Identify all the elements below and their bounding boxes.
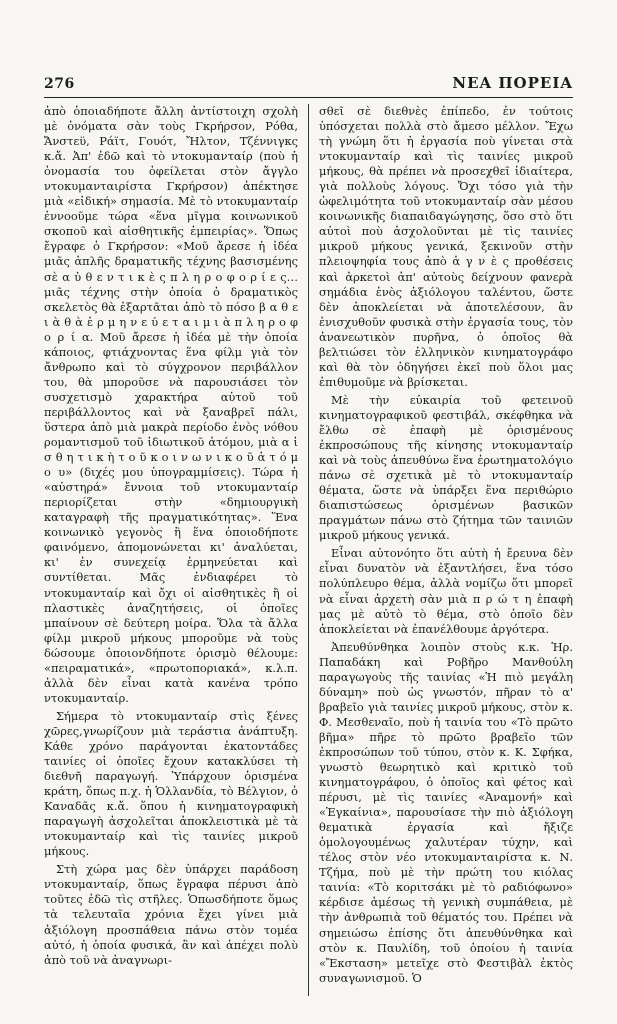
- left-column: [44, 104, 309, 996]
- page-number: 276: [44, 76, 75, 92]
- paragraph: Ἀπευθύνθηκα λοιπὸν στοὺς κ.κ. Ἡρ. Παπαδάκη καὶ Ροβῆρο Μανθούλη παραγωγοὺς τῆς ταινίας «Ἡ πιὸ μεγάλη δύναμη» ποὺ ὡς γνωστόν, πῆραν τὸ α' βραβεῖο γιὰ ταινίες μικροῦ μήκους, στὸν κ. Φ. Μεσθεναῖο, ποὺ ἡ ταινία του «Τὸ πρῶτο βῆμα» πῆρε τὸ πρῶτο βραβεῖο τῶν ἐκπροσώπων τοῦ τύπου, στὸν κ. Κ. Σφήκα, γνωστὸ θεωρητικὸ καὶ κριτικὸ τοῦ κινηματογράφου, ὁ ὁποῖος καὶ φέτος καὶ πέρυσι, μὲ τὶς ταινίες «Ἀναμονή» καὶ «Ἐγκαίνια», παρουσίασε τὴν πιὸ ἀξιόλογη θεματικὰ ἐργασία καὶ ἤξιζε ὁμολογουμένως χαλυτέραν τύχην, καὶ τέλος στὸν νέο ντοκυμανταιρίστα κ. Ν. Τζήμα, ποὺ μὲ τὴν πρώτη του κιόλας ταινία: «Τὸ κοριτσάκι μὲ τὸ ραδιόφωνο» κέρδισε ἀμέσως τὴ γενικὴ συμπάθεια, μὲ τὴν ἀνθρωπιὰ τοῦ θέματός του. Πρέπει νὰ σημειώσω ἐπίσης ὅτι ἀπευθύνθηκα καὶ στὸν κ. Παυλίδη, τοῦ ὁποίου ἡ ταινία «Ἔκσταση» μετεῖχε στὸ Φεστιβὰλ ἐκτὸς συναγωνισμοῦ. Ὁ: [319, 639, 573, 985]
- paragraph: Στὴ χώρα μας δὲν ὑπάρχει παράδοση ντοκυμανταίρ, ὅπως ἔγραφα πέρυσι ἀπὸ τοῦτες ἐδῶ τὶς στῆλες. Ὁπωσδήποτε ὅμως τὰ τελευταῖα χρόνια ἔχει γίνει μιὰ ἀξιόλογη προσπάθεια πάνω στὸν τομέα αὐτό, ἡ ὁποία φυσικά, ἂν καὶ ἀπέχει πολὺ ἀπὸ τοῦ νὰ ἀναγνωρι-: [44, 862, 298, 967]
- paragraph: Εἶναι αὐτονόητο ὅτι αὐτὴ ἡ ἔρευνα δὲν εἶναι δυνατὸν νὰ ἐξαντλήσει, ἕνα τόσο πολύπλευρο θέμα, ἀλλὰ νομίζω ὅτι μπορεῖ νὰ εἶναι ἀρχετὴ σὰν μιὰ π ρ ώ τ η ἐπαφὴ μας μὲ αὐτὸ τὸ θέμα, στὸ ὁποῖο δὲν ἀποκλείεται νὰ ἐπανέλθουμε ἀργότερα.: [319, 546, 573, 636]
- paragraph: ἀπὸ ὁποιαδήποτε ἄλλη ἀντίστοιχη σχολὴ μὲ ὀνόματα σὰν τοὺς Γκρήρσον, Ρόθα, Ἄνστεϋ, Ράϊτ, Γουότ, Ἤλτον, Τζέννιγκς κ.ἄ. Ἀπ' ἐδῶ καὶ τὸ ντοκυμανταίρ (ποὺ ἡ ὀνομασία του ὀφείλεται στὸν ἄγγλο ντοκυμανταιρίστα Γκρήρσον) ἀπέκτησε μιὰ «εἰδική» σημασία. Μὲ τὸ ντοκυμανταίρ ἐννοοῦμε τώρα «ἕνα μῖγμα κοινωνικοῦ σκοποῦ καὶ αἰσθητικῆς ἐμπειρίας». Ὅπως ἔγραφε ὁ Γκρήρσον: «Μοῦ ἄρεσε ἡ ἰδέα μιᾶς ἀπλῆς δραματικῆς τέχνης βασισμένης σὲ α ὐ θ ε ν τ ι κ ὲ ς π λ η ρ ο φ ο ρ ί ε ς… μιᾶς τέχνης στὴν ὁποία ὁ δραματικὸς σκελετὸς θὰ ἐξαρτᾶται ἀπὸ τὸ πόσο β α θ ε ι ὰ θ ὰ ἑ ρ μ η ν ε ύ ε τ α ι μ ι ὰ π λ η ρ ο φ ο ρ ί α. Μοῦ ἄρεσε ἡ ἰδέα μὲ τὴν ὁποία κάποιος, φτιάχνοντας ἕνα φίλμ γιὰ τὸν ἄνθρωπο καὶ τὸ σύγχρονον περιβάλλον του, θὰ μποροῦσε νὰ παρουσιάσει τὸν συσχετισμὸ χαρακτήρα αὐτοῦ τοῦ περιβάλλοντος καὶ νὰ ξαναβρεῖ πάλι, ὕστερα ἀπὸ μιὰ μακρὰ περίοδο ἑνὸς νόθου ρομαντισμοῦ τοῦ ἰδιωτικοῦ ἀτόμου, μιὰ α ἰ σ θ η τ ι κ ὴ τ ο ῦ κ ο ι ν ω ν ι κ ο ῦ ἀ τ ό μ ο υ» (διχές μου ὑπογραμμίσεις). Τώρα ἡ «αὐστηρά» ἔννοια τοῦ ντοκυμανταίρ περιορίζεται στὴν «δημιουργικὴ καταγραφὴ τῆς πραγματικότητας». Ἕνα κοινωνικὸ γεγονὸς ἢ ἕνα ὁποιοδήποτε φαινόμενο, ἀπομονώνεται κι' ἀναλύεται, κι' ἐν συνεχείᾳ ἑρμηνεύεται καὶ συντίθεται. Μᾶς ἐνδιαφέρει τὸ ντοκυμανταίρ καὶ ὄχι οἱ αἰσθητικὲς ἢ οἱ πλαστικὲς ἀναζητήσεις, οἱ ὁποῖες μπαίνουν σὲ δεύτερη μοίρα. Ὅλα τὰ ἄλλα φίλμ μικροῦ μήκους μποροῦμε νὰ τοὺς δώσουμε ὁποιονδήποτε ὁρισμὸ θέλουμε: «πειραματικά», «πρωτοποριακά», κ.λ.π. ἀλλὰ δὲν εἶναι κατὰ κανένα τρόπο ντοκυμανταίρ.: [44, 104, 298, 705]
- running-head: ΝΕΑ ΠΟΡΕΙΑ: [452, 74, 573, 92]
- paragraph: Μὲ τὴν εὐκαιρία τοῦ φετεινοῦ κινηματογραφικοῦ φεστιβάλ, σκέφθηκα νὰ ἔλθω σὲ ἐπαφὴ μὲ ὁρισμένους ἐκπροσώπους τῆς κίνησης ντοκυμανταίρ καὶ νὰ τοὺς ἀπευθύνω ἕνα ἐρωτηματολόγιο πάνω σὲ σχετικὰ μὲ τὸ ντοκυμανταίρ θέματα, ὥστε νὰ ὑπάρξει ἕνα περιθώριο διαπιστώσεως ὁρισμένων βασικῶν πραγμάτων πάνω στὸ ζήτημα τῶν ταινιῶν μικροῦ μήκους γενικά.: [319, 392, 573, 543]
- text-columns: [44, 104, 573, 996]
- header-rule: [44, 97, 573, 98]
- paragraph: Σήμερα τὸ ντοκυμανταίρ στὶς ξένες χῶρες,γνωρίζουν μιὰ τεράστια ἀνάπτυξη. Κάθε χρόνο παράγονται ἑκατοντάδες ταινίες οἱ ὁποῖες ἔχουν κατακλύσει τὴ διεθνῆ παραγωγή. Ὑπάρχουν ὁρισμένα κράτη, ὅπως π.χ. ἡ Ὁλλανδία, τὸ Βέλγιον, ὁ Καναδᾶς κ.ἄ. ὅπου ἡ κινηματογραφικὴ παραγωγὴ ἀσχολεῖται ἀποκλειστικὰ μὲ τὰ ντοκυμανταίρ καὶ τὶς ταινίες μικροῦ μήκους.: [44, 708, 298, 859]
- paragraph: σθεῖ σὲ διεθνὲς ἐπίπεδο, ἐν τούτοις ὑπόσχεται πολλὰ στὸ ἄμεσο μέλλον. Ἔχω τὴ γνώμη ὅτι ἡ ἐργασία ποὺ γίνεται στὰ ντοκυμανταίρ καὶ τὶς ταινίες μικροῦ μήκους, θὰ πρέπει νὰ προσεχθεῖ ἰδιαίτερα, γιὰ πολλοὺς λόγους. Ὄχι τόσο γιὰ τὴν ὠφελιμότητα τοῦ ντοκυμανταίρ σὰν μέσου κοινωνικῆς διαπαιδαγώγησης, ὅσο στὸ ὅτι αὐτοὶ ποὺ ἀσχολοῦνται μὲ τὶς ταινίες μικροῦ μήκους γενικά, ξεκινοῦν στὴν πλειοψηφία τους ἀπὸ ἁ γ ν ὲ ς προθέσεις καὶ ἀρκετοὶ ἀπ' αὐτοὺς δείχνουν φανερὰ σημάδια ἑνὸς ἀξιόλογου ταλέντου, ὥστε δὲν ἀποκλείεται νὰ ἀποτελέσουν, ἂν ἐνισχυθοῦν φυσικὰ στὴν ἐργασία τους, τὸν ἀνανεωτικὸν πυρῆνα, ὁ ὁποῖος θὰ βελτιώσει τὸν ἑλληνικὸν κινηματογράφο καὶ θὰ τὸν ὁδηγήσει ἐκεῖ ποὺ ὅλοι μας ἐπιθυμοῦμε νὰ βρίσκεται.: [319, 104, 573, 389]
- page-header: [44, 68, 573, 92]
- right-column: [309, 104, 573, 996]
